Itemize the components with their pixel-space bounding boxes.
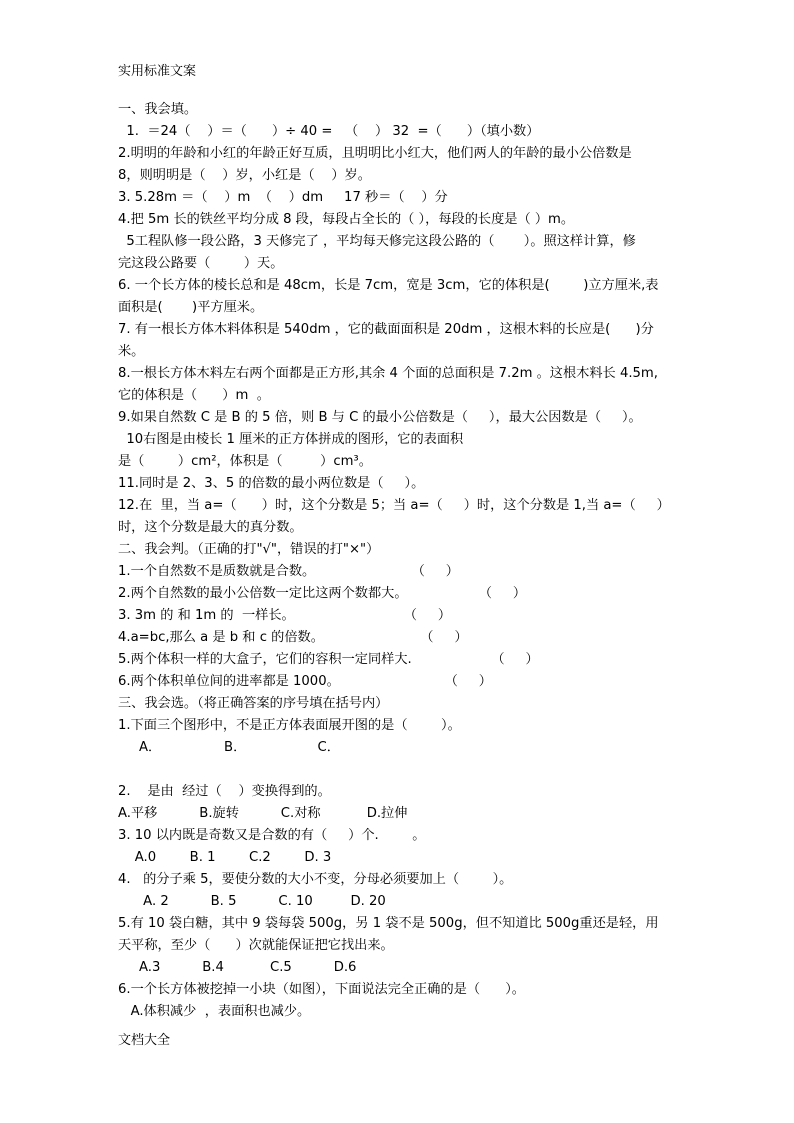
text-line: 2.明明的年龄和小红的年龄正好互质，且明明比小红大，他们两人的年龄的最小公倍数是 bbox=[118, 146, 632, 161]
text-line: 4.a=bc,那么 a 是 b 和 c 的倍数。 （ ） bbox=[118, 630, 468, 645]
text-line: 5工程队修一段公路，3 天修完了 ，平均每天修完这段公路的（ ）。照这样计算，修 bbox=[118, 234, 636, 249]
text-line: A． B． C． bbox=[118, 740, 340, 755]
text-line: 完这段公路要（ ）天。 bbox=[118, 256, 284, 271]
text-line: 11.同时是 2、3、5 的倍数的最小两位数是（ ）。 bbox=[118, 476, 425, 491]
text-line: 二、我会判。（正确的打"√"，错误的打"×"） bbox=[118, 542, 380, 557]
text-line: 3. 3m 的 和 1m 的 一样长。 （ ） bbox=[118, 608, 452, 623]
text-line: 10右图是由棱长 1 厘米的正方体拼成的图形，它的表面积 bbox=[118, 432, 464, 447]
text-line: 5.有 10 袋白糖，其中 9 袋每袋 500g，另 1 袋不是 500g，但不知道比 500g重还是轻，用 bbox=[118, 916, 659, 931]
text-line: 7. 有一根长方体木料体积是 540dm ，它的截面面积是 20dm ，这根木料的长应是( )分 bbox=[118, 322, 654, 337]
text-line: A. 2 B. 5 C. 10 D. 20 bbox=[118, 894, 386, 909]
text-line: 8.一根长方体木料左右两个面都是正方形,其余 4 个面的总面积是 7.2m 。这根木料长 4.5m, bbox=[118, 366, 658, 381]
text-line: 2.两个自然数的最小公倍数一定比这两个数都大。 （ ） bbox=[118, 586, 527, 601]
text-line: 4. 的分子乘 5，要使分数的大小不变，分母必须要加上（ ）。 bbox=[118, 872, 513, 887]
text-line: 1. ＝24（ ）＝（ ）÷ 40 = （ ） 32 =（ ）（填小数） bbox=[118, 124, 540, 139]
text-line: 3. 10 以内既是奇数又是合数的有（ ）个. 。 bbox=[118, 828, 426, 843]
text-line bbox=[118, 759, 684, 781]
text-line: 一、我会填。 bbox=[118, 102, 198, 117]
text-line: 天平称，至少（ ）次就能保证把它找出来。 bbox=[118, 938, 394, 953]
text-line: 3. 5.28m ＝（ ）m （ ）dm 17 秒＝（ ）分 bbox=[118, 190, 448, 205]
text-line: 三、我会选。（将正确答案的序号填在括号内） bbox=[118, 696, 389, 711]
page-footer: 文档大全 bbox=[118, 1033, 171, 1048]
worksheet-body bbox=[118, 99, 684, 1023]
text-line: 1.一个自然数不是质数就是合数。 （ ） bbox=[118, 564, 459, 579]
text-line: A.平移 B.旋转 C.对称 D.拉伸 bbox=[118, 806, 408, 821]
text-line: 4.把 5m 长的铁丝平均分成 8 段，每段占全长的（ ），每段的长度是（ ）m。 bbox=[118, 212, 575, 227]
text-line: A.0 B. 1 C.2 D. 3 bbox=[118, 850, 332, 865]
text-line: 米。 bbox=[118, 344, 145, 359]
text-line: 它的体积是（ ）m 。 bbox=[118, 388, 270, 403]
text-line: 9.如果自然数 C 是 B 的 5 倍，则 B 与 C 的最小公倍数是（ ），最大公因数是（ ）。 bbox=[118, 410, 642, 425]
text-line: 6.一个长方体被挖掉一小块（如图），下面说法完全正确的是（ ）。 bbox=[118, 982, 525, 997]
text-line: 8，则明明是（ ）岁，小红是（ ）岁。 bbox=[118, 168, 371, 183]
text-line: 12.在 里，当 a=（ ）时，这个分数是 5；当 a=（ ）时，这个分数是 1,当 a=（ ） bbox=[118, 498, 670, 513]
text-line: 2. 是由 经过（ ）变换得到的。 bbox=[118, 784, 331, 799]
text-line: 是（ ）cm²，体积是（ ）cm³。 bbox=[118, 454, 372, 469]
text-line: 1.下面三个图形中，不是正方体表面展开图的是（ ）。 bbox=[118, 718, 461, 733]
text-line: 时，这个分数是最大的真分数。 bbox=[118, 520, 303, 535]
text-line: 6.两个体积单位间的进率都是 1000。 （ ） bbox=[118, 674, 492, 689]
page-header: 实用标准文案 bbox=[118, 64, 197, 79]
text-line: A.体积减少 ，表面积也减少。 bbox=[118, 1004, 311, 1019]
text-line: 6. 一个长方体的棱长总和是 48cm，长是 7cm，宽是 3cm，它的体积是( )立方厘米,表 bbox=[118, 278, 659, 293]
text-line: 面积是( )平方厘米。 bbox=[118, 300, 264, 315]
text-line: A.3 B.4 C.5 D.6 bbox=[118, 960, 357, 975]
text-line: 5.两个体积一样的大盒子，它们的容积一定同样大. （ ） bbox=[118, 652, 539, 667]
